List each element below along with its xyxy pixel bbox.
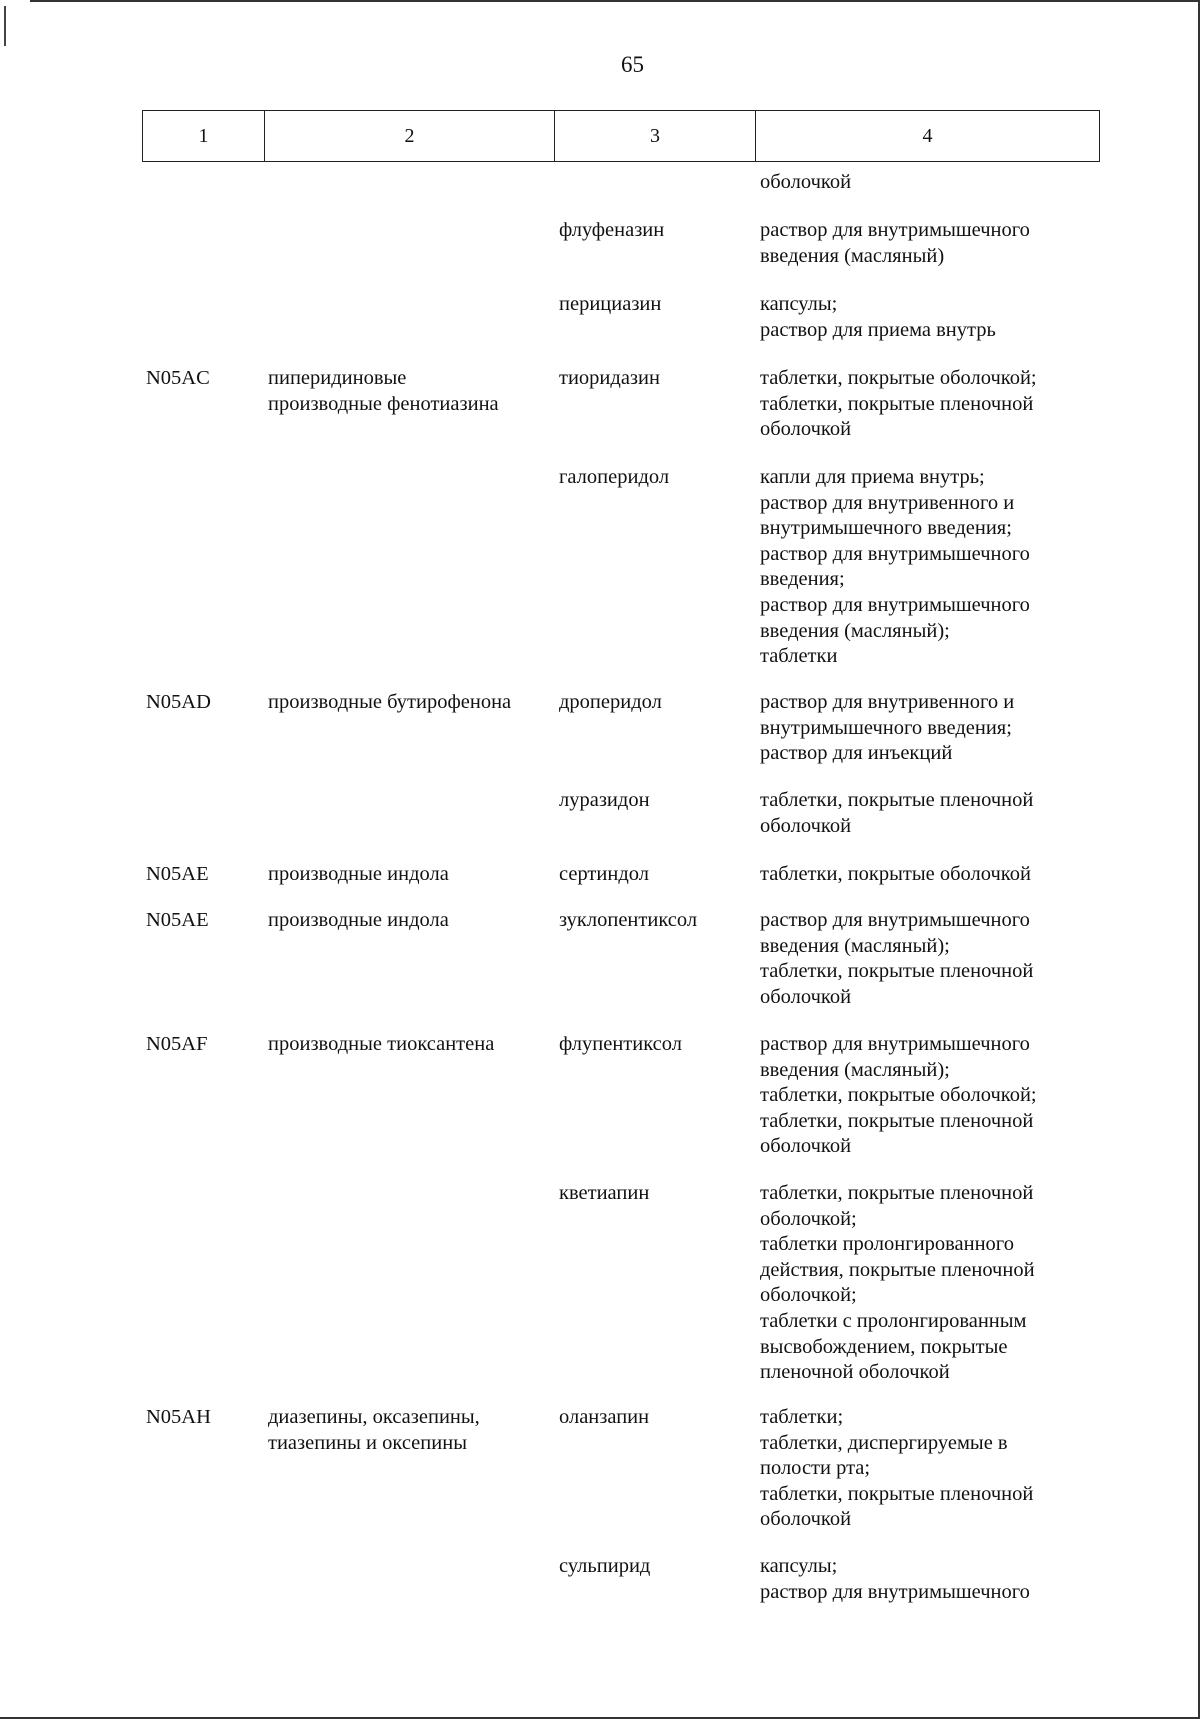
dosage-form-line: раствор для внутримышечного — [760, 593, 1030, 616]
drug-name: дроперидол — [559, 691, 662, 713]
header-col-1: 1 — [143, 111, 265, 161]
atc-group — [268, 1405, 558, 1456]
drug-name: луразидон — [559, 789, 650, 811]
dosage-form-line: таблетки, покрытые пленочной — [760, 789, 1034, 811]
dosage-form-line: оболочкой — [760, 171, 852, 193]
drug-name: галоперидол — [559, 466, 670, 488]
dosage-forms — [760, 1405, 1095, 1533]
drug-name: кветиапин — [559, 1182, 650, 1204]
dosage-form-line: капсулы; — [760, 1555, 838, 1577]
dosage-form-line: оболочкой — [760, 418, 852, 441]
atc-group — [268, 690, 558, 716]
atc-code: N05AH — [146, 1406, 211, 1428]
dosage-form-line: раствор для приема внутрь — [760, 318, 996, 341]
drug-name: перициазин — [559, 293, 662, 315]
dosage-form-line: таблетки — [760, 645, 838, 668]
page-number: 65 — [621, 52, 644, 77]
dosage-form-line: введения (масляный); — [760, 1058, 950, 1081]
dosage-forms — [760, 908, 1095, 1010]
dosage-form-line: введения (масляный); — [760, 619, 950, 642]
dosage-forms — [760, 366, 1095, 443]
dosage-forms — [760, 690, 1095, 767]
dosage-forms — [760, 465, 1095, 670]
atc-group-line: производные индола — [268, 863, 449, 885]
dosage-form-line: капсулы; — [760, 293, 838, 315]
scan-mark — [4, 6, 6, 46]
dosage-form-line: таблетки пролонгированного — [760, 1233, 1014, 1256]
dosage-form-line: таблетки, диспергируемые в — [760, 1431, 1008, 1454]
table-header — [142, 110, 1100, 162]
dosage-form-line: раствор для инъекций — [760, 742, 953, 765]
dosage-form-line: оболочкой — [760, 985, 852, 1008]
dosage-form-line: таблетки, покрытые пленочной — [760, 392, 1034, 415]
atc-code: N05AC — [146, 367, 210, 389]
dosage-form-line: таблетки; — [760, 1406, 844, 1428]
dosage-form-line: оболочкой — [760, 1508, 852, 1531]
dosage-form-line: внутримышечного введения; — [760, 517, 1012, 540]
dosage-form-line: раствор для внутривенного и — [760, 691, 1015, 713]
header-col-3: 3 — [555, 111, 756, 161]
dosage-forms — [760, 1032, 1095, 1160]
atc-code: N05AF — [146, 1033, 208, 1055]
atc-group — [268, 366, 558, 417]
dosage-forms — [760, 862, 1095, 888]
dosage-form-line: таблетки с пролонгированным — [760, 1309, 1027, 1332]
dosage-form-line: капли для приема внутрь; — [760, 466, 985, 488]
dosage-forms — [760, 1554, 1095, 1605]
dosage-form-line: таблетки, покрытые оболочкой; — [760, 367, 1037, 389]
dosage-form-line: раствор для внутримышечного — [760, 1033, 1030, 1055]
atc-group-line: производные индола — [268, 909, 449, 931]
atc-code: N05AD — [146, 691, 211, 713]
dosage-form-line: оболочкой — [760, 814, 852, 837]
atc-group — [268, 908, 558, 934]
drug-name: флуфеназин — [559, 219, 665, 241]
header-col-4: 4 — [922, 124, 933, 147]
drug-name: сертиндол — [559, 863, 649, 885]
atc-group-line: пиперидиновые — [268, 367, 407, 389]
dosage-form-line: действия, покрытые пленочной — [760, 1258, 1035, 1281]
dosage-form-line: введения (масляный) — [760, 244, 945, 267]
drug-name: зуклопентиксол — [559, 909, 698, 931]
dosage-forms — [760, 170, 1095, 196]
scan-edge-top — [30, 0, 1200, 2]
dosage-form-line: оболочкой; — [760, 1284, 857, 1307]
drug-name: флупентиксол — [559, 1033, 682, 1055]
dosage-form-line: таблетки, покрытые пленочной — [760, 1182, 1034, 1204]
dosage-form-line: раствор для внутривенного и — [760, 491, 1015, 514]
dosage-form-line: раствор для внутримышечного — [760, 219, 1030, 241]
dosage-forms — [760, 218, 1095, 269]
atc-group — [268, 862, 558, 888]
dosage-form-line: таблетки, покрытые оболочкой; — [760, 1084, 1037, 1107]
atc-code: N05AE — [146, 863, 209, 885]
atc-group — [268, 1032, 558, 1058]
dosage-form-line: таблетки, покрытые пленочной — [760, 1109, 1034, 1132]
dosage-form-line: высвобождением, покрытые — [760, 1335, 1008, 1358]
dosage-form-line: таблетки, покрытые оболочкой — [760, 863, 1031, 885]
atc-group-line: производные тиоксантена — [268, 1033, 495, 1055]
dosage-form-line: оболочкой — [760, 1135, 852, 1158]
atc-group-line: производные бутирофенона — [268, 691, 512, 713]
dosage-form-line: таблетки, покрытые пленочной — [760, 1482, 1034, 1505]
dosage-forms — [760, 1181, 1095, 1386]
dosage-form-line: раствор для внутримышечного — [760, 542, 1030, 565]
dosage-forms — [760, 788, 1095, 839]
dosage-form-line: полости рта; — [760, 1457, 871, 1480]
dosage-form-line: введения; — [760, 568, 845, 591]
dosage-form-line: внутримышечного введения; — [760, 716, 1012, 739]
drug-name: тиоридазин — [559, 367, 660, 389]
dosage-forms — [760, 292, 1095, 343]
dosage-form-line: пленочной оболочкой — [760, 1361, 950, 1384]
atc-code: N05AE — [146, 909, 209, 931]
atc-group-line: диазепины, оксазепины, — [268, 1406, 480, 1428]
dosage-form-line: раствор для внутримышечного — [760, 909, 1030, 931]
header-col-2: 2 — [265, 111, 555, 161]
dosage-form-line: оболочкой; — [760, 1207, 857, 1230]
atc-group-line: тиазепины и оксепины — [268, 1431, 467, 1454]
dosage-form-line: введения (масляный); — [760, 934, 950, 957]
drug-name: сульпирид — [559, 1555, 651, 1577]
dosage-form-line: раствор для внутримышечного — [760, 1580, 1030, 1603]
drug-name: оланзапин — [559, 1406, 650, 1428]
atc-group-line: производные фенотиазина — [268, 392, 499, 415]
dosage-form-line: таблетки, покрытые пленочной — [760, 960, 1034, 983]
